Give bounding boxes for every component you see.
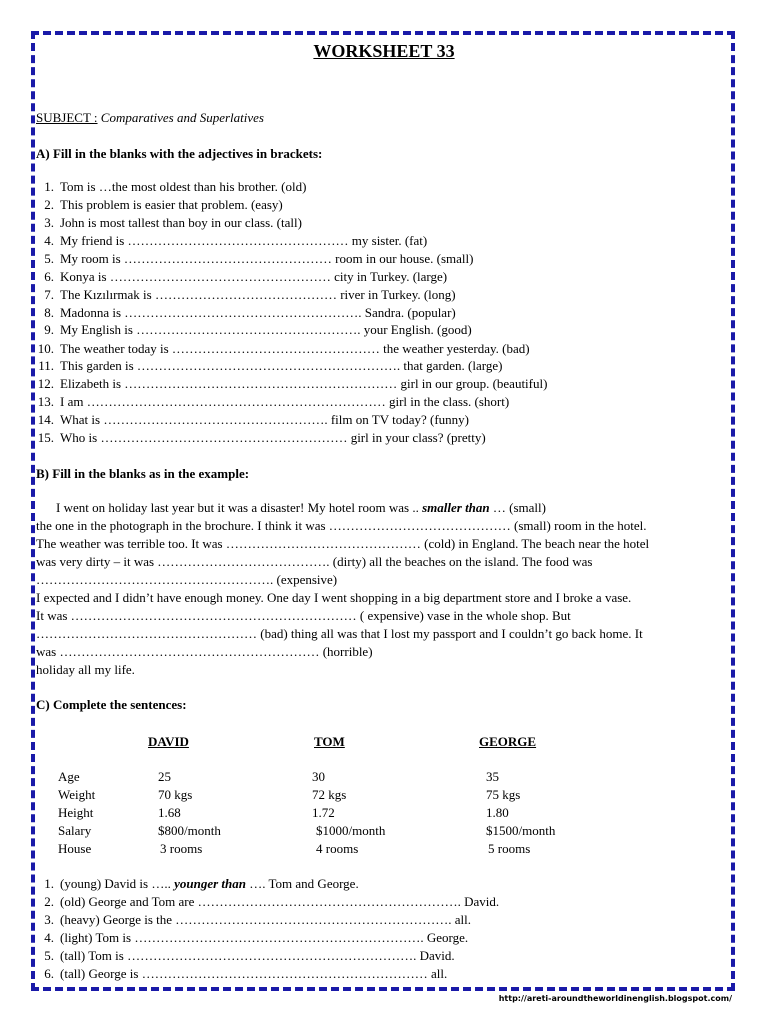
- subject-line: [36, 110, 264, 126]
- list-item: 2. This problem is easier that problem. (easy): [44, 197, 283, 212]
- column-header-george: GEORGE: [479, 734, 537, 749]
- paragraph-line: was …………………………………………………… (horrible): [36, 644, 373, 659]
- subject-label: SUBJECT :: [36, 110, 98, 125]
- table-cell: $1000/month: [316, 823, 386, 838]
- paragraph-line-1: I went on holiday last year but it was a disaster! My hotel room was .. smaller than … (small): [56, 500, 546, 515]
- row-label: Age: [58, 769, 80, 784]
- table-cell: 3 rooms: [160, 841, 203, 856]
- list-item: 13. I am …………………………………………………………… girl in the class. (short): [37, 394, 510, 409]
- list-item: 6. Konya is …………………………………………… city in Turkey. (large): [44, 269, 448, 284]
- column-header-tom: TOM: [314, 734, 345, 749]
- table-cell: 1.72: [312, 805, 335, 820]
- paragraph-line: the one in the photograph in the brochure. I think it was …………………………………… (small) room in the hotel.: [36, 518, 647, 533]
- table-cell: 4 rooms: [316, 841, 359, 856]
- list-item: 5. (tall) Tom is …………………………………………………………. David.: [44, 948, 455, 963]
- table-cell: 1.68: [158, 805, 181, 820]
- table-cell: $800/month: [158, 823, 221, 838]
- section-c-heading: C) Complete the sentences:: [36, 697, 187, 712]
- list-item: 1. Tom is …the most oldest than his brother. (old): [44, 179, 307, 194]
- paragraph-line: …………………………………………… (bad) thing all was that I lost my passport and I couldn’t go back home. It: [36, 626, 643, 641]
- paragraph-line: ………………………………………………. (expensive): [36, 572, 338, 587]
- list-item: 4. My friend is …………………………………………… my sister. (fat): [44, 233, 428, 248]
- row-label: Height: [58, 805, 94, 820]
- list-item: 5. My room is ………………………………………… room in our house. (small): [44, 251, 474, 266]
- table-cell: 1.80: [486, 805, 509, 820]
- list-item: 3. John is most tallest than boy in our class. (tall): [44, 215, 302, 230]
- list-item: 7. The Kızılırmak is …………………………………… river in Turkey. (long): [44, 287, 456, 302]
- list-item: 10. The weather today is ………………………………………… the weather yesterday. (bad): [37, 341, 530, 356]
- paragraph-line: holiday all my life.: [36, 662, 135, 677]
- table-cell: 30: [312, 769, 325, 784]
- list-item: 8. Madonna is ………………………………………………. Sandra. (popular): [44, 305, 456, 320]
- list-item: 1. (young) David is ….. younger than …. Tom and George.: [44, 876, 359, 891]
- section-a-heading: A) Fill in the blanks with the adjectives in brackets:: [36, 146, 323, 161]
- paragraph-line: It was ………………………………………………………… ( expensive) vase in the whole shop. But: [36, 608, 571, 623]
- worksheet-title: WORKSHEET 33: [313, 41, 455, 61]
- row-label: Weight: [58, 787, 96, 802]
- list-item: 9. My English is ……………………………………………. your English. (good): [44, 322, 472, 337]
- paragraph-line: I expected and I didn’t have enough money. One day I went shopping in a big department store and I broke a vase.: [36, 590, 632, 605]
- list-item: 3. (heavy) George is the ………………………………………………………. all.: [44, 912, 472, 927]
- subject-value: Comparatives and Superlatives: [100, 110, 264, 125]
- column-header-david: DAVID: [148, 734, 189, 749]
- table-cell: $1500/month: [486, 823, 556, 838]
- list-item: 4. (light) Tom is …………………………………………………………. George.: [44, 930, 469, 945]
- row-label: House: [58, 841, 92, 856]
- list-item: 6. (tall) George is ………………………………………………………… all.: [44, 966, 448, 981]
- list-item: 11. This garden is ……………………………………………………. that garden. (large): [38, 358, 503, 373]
- list-item: 2. (old) George and Tom are ……………………………………………………. David.: [44, 894, 500, 909]
- table-cell: 25: [158, 769, 171, 784]
- paragraph-line: The weather was terrible too. It was ……………………………………… (cold) in England. The beach near the hotel: [36, 536, 650, 551]
- example-answer: younger than: [174, 876, 246, 891]
- list-item: 14. What is ……………………………………………. film on TV today? (funny): [37, 412, 469, 427]
- list-item: 15. Who is ………………………………………………… girl in your class? (pretty): [37, 430, 486, 445]
- table-cell: 72 kgs: [312, 787, 347, 802]
- row-label: Salary: [58, 823, 92, 838]
- paragraph-line: was very dirty – it was …………………………………. (dirty) all the beaches on the island. The food was: [36, 554, 593, 569]
- table-cell: 75 kgs: [486, 787, 521, 802]
- table-cell: 70 kgs: [158, 787, 193, 802]
- list-item: 12. Elizabeth is ……………………………………………………… girl in our group. (beautiful): [37, 376, 548, 391]
- table-cell: 5 rooms: [488, 841, 531, 856]
- table-cell: 35: [486, 769, 499, 784]
- footer-url: http://areti-aroundtheworldinenglish.blogspot.com/: [498, 994, 732, 1003]
- example-answer: smaller than: [422, 500, 490, 515]
- section-b-heading: B) Fill in the blanks as in the example:: [36, 466, 250, 481]
